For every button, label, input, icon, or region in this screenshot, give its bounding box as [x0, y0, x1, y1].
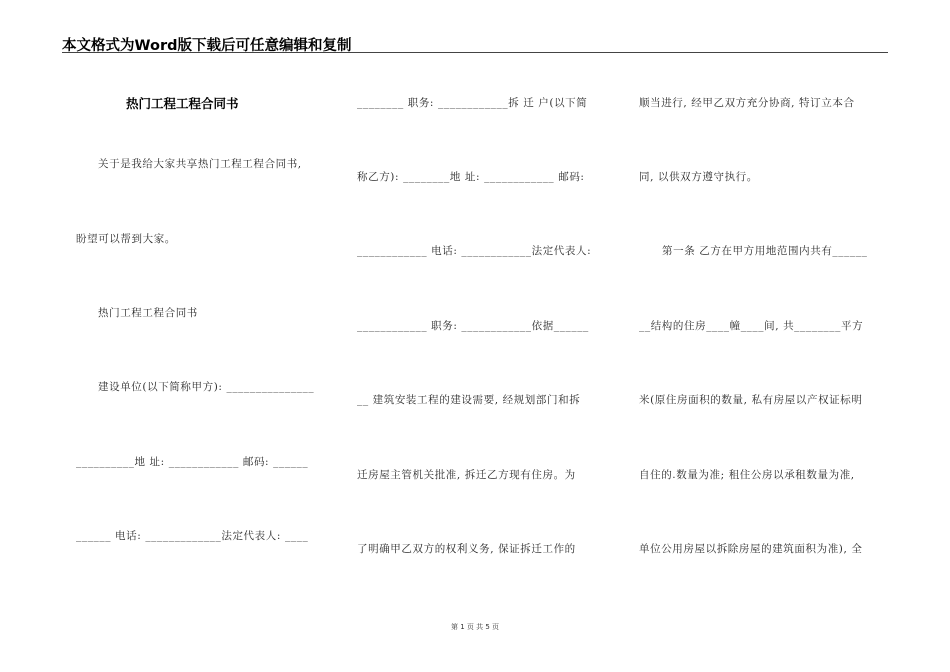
text-line: ____________ 电话: ____________法定代表人: [357, 245, 592, 257]
text-line: 称乙方): ________地 址: ____________ 邮码: [357, 171, 585, 183]
text-line: ____________ 职务: ____________依据______ [357, 320, 589, 332]
text-line: 单位公用房屋以拆除房屋的建筑面积为准), 全 [639, 543, 863, 555]
text-line: 自住的.数量为准; 租住公房以承租数量为准, [639, 469, 855, 481]
text-line: ________ 职务: ____________拆 迁 户(以下简 [357, 97, 588, 109]
text-line: 建设单位(以下简称甲方): _______________ [98, 381, 315, 393]
text-line: __ 建筑安装工程的建设需要, 经规划部门和拆 [357, 394, 581, 406]
text-line: __________地 址: ____________ 邮码: ______ [76, 456, 309, 468]
text-line: 盼望可以帮到大家。 [76, 233, 176, 245]
text-line: 迁房屋主管机关批准, 拆迁乙方现有住房。为 [357, 469, 576, 481]
text-line: 第一条 乙方在甲方用地范围内共有______ [662, 245, 868, 257]
download-notice-header: 本文格式为Word版下载后可任意编辑和复制 [62, 38, 352, 54]
text-line: 米(原住房面积的数量, 私有房屋以产权证标明 [639, 394, 863, 406]
document-title: 热门工程工程合同书 [126, 96, 239, 111]
text-line: __结构的住房____幢____间, 共________平方 [639, 320, 864, 332]
text-line: 热门工程工程合同书 [98, 307, 198, 319]
text-line: 了明确甲乙双方的权利义务, 保证拆迁工作的 [357, 543, 576, 555]
header-divider [62, 52, 888, 53]
text-line: 顺当进行, 经甲乙双方充分协商, 特订立本合 [639, 97, 855, 109]
text-line: 同, 以供双方遵守执行。 [639, 171, 758, 183]
page-number: 第 1 页 共 5 页 [450, 623, 500, 631]
text-line: ______ 电话: _____________法定代表人: ____ [76, 530, 309, 542]
text-line: 关于是我给大家共享热门工程工程合同书, [98, 158, 302, 170]
